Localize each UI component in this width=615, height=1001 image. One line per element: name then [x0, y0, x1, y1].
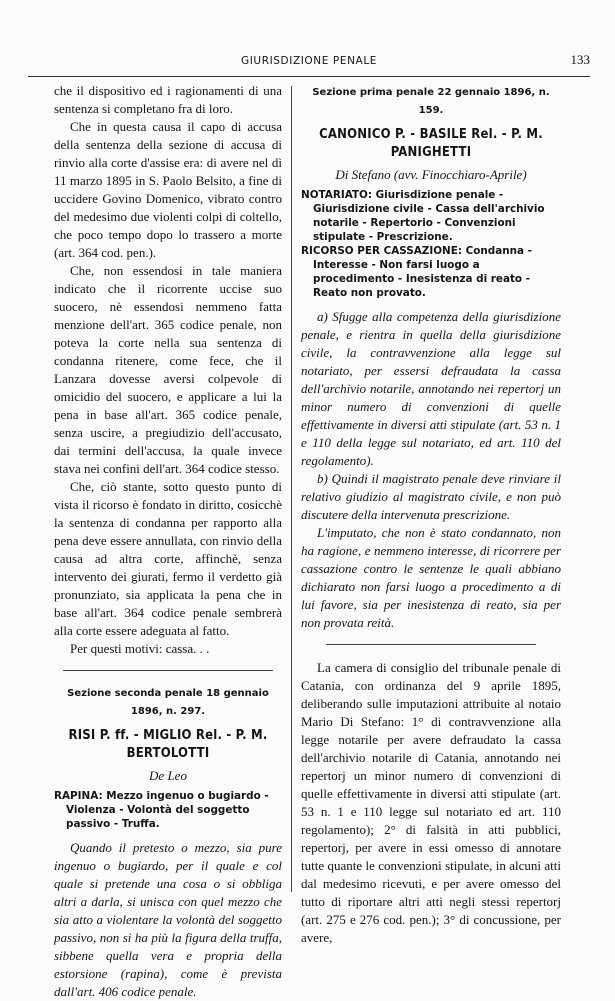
page-header — [28, 50, 590, 77]
case-keywords: RICORSO PER CASSAZIONE: Condanna - Interesse - Non farsi luogo a procedimento - Inesistenza di reato - Reato non provato. — [301, 245, 532, 299]
paragraph: Che, ciò stante, sotto questo punto di vista il ricorso è fondato in diritto, cosicchè la sentenza di condanna per rapporto alla pena deve essere annullata, con rinvio della causa ad altra corte, affinchè, senza intervento dei giurati, fermo il verdetto già pronunziato, sia applicata la pena che in base all'art. 364 codice penale sembrerà alla corte essere adeguata al fatto. — [54, 479, 282, 638]
column-divider — [291, 86, 292, 892]
case-parties: RISI P. ff. - MIGLIO Rel. - P. M. BERTOLOTTI — [68, 728, 268, 761]
case-section: Sezione seconda penale 18 gennaio 1896, n. 297. — [67, 688, 269, 717]
page-number: 133 — [570, 52, 590, 67]
paragraph: Che, non essendosi in tale maniera indicato che il ricorrente uccise suo suocero, nè essendosi nemmeno fatta menzione dell'art. 365 codice penale, non poteva la corte nella sua sentenza di condanna ritenere, come fece, che il Lanzara dovesse aversi colpevole di omicidio del suocero, e applicare a lui la pena in base all'art. 365 codice penale, senza uscire, a pregiudizio dell'accusato, dai termini dell'accusa, la quale invece stava nei confini dell'art. 364 codice stesso. — [54, 263, 282, 476]
case-keywords: NOTARIATO: Giurisdizione penale - Giurisdizione civile - Cassa dell'archivio notarile - Repertorio - Convenzioni stipulate - Prescrizione. — [301, 189, 545, 243]
paragraph: che il dispositivo ed i ragionamenti di una sentenza si completano fra di loro. — [54, 83, 282, 116]
case-maxim: Quando il pretesto o mezzo, sia pure ingenuo o bugiardo, per il quale e col quale si pretende una cosa o si obbliga altri a darla, si unisca con quel mezzo che sia atto a violentare la volontà del soggetto passivo, non si ha più la figura della truffa, sibbene quella vera e propria della estorsione (rapina), come è prevista dall'art. 406 codice penale. — [54, 840, 282, 999]
paragraph: Per questi motivi: cassa. . . — [70, 641, 210, 656]
left-column — [54, 82, 282, 1001]
running-head: GIURISDIZIONE PENALE — [240, 55, 378, 67]
case-maxim: L'imputato, che non è stato condannato, non ha ragione, e nemmeno interesse, di ricorrere per cassazione contro le sentenze le quali abbiano dichiarato non farsi luogo a procedimento a di lui favore, sia per inesistenza di reato, sia per non provata reità. — [301, 525, 561, 630]
section-rule — [326, 644, 536, 645]
section-rule — [63, 670, 273, 671]
case-maxim: b) Quindi il magistrato penale deve rinviare il relativo giudizio al magistrato civile, e non può discutere della intervenuta prescrizione. — [301, 471, 561, 522]
paragraph: Che in questa causa il capo di accusa della sentenza della sezione di accusa di rinvio alla corte d'assise era: di avere nel dì 11 marzo 1895 in S. Paolo Belsito, a fine di uccidere Govino Domenico, vibrato contro del medesimo due violenti colpi di coltello, che poco tempo dopo lo trassero a morte (art. 364 cod. pen.). — [54, 119, 282, 260]
case-defence: Di Stefano (avv. Finocchiaro-Aprile) — [335, 167, 527, 182]
case-maxim: a) Sfugge alla competenza della giurisdizione penale, e rientra in quella della giurisdizione civile, la contravvenzione alla legge sul notariato, per essersi defraudata la cassa dell'archivio notarile, annotando nei repertorj un minor numero di convenzioni di quelle effettivamente in diversi atti stipulate (art. 53 n. 1 e 110 della legge sul notariato, ed art. 110 del regolamento). — [301, 309, 561, 468]
case-parties: CANONICO P. - BASILE Rel. - P. M. PANIGHETTI — [319, 127, 543, 160]
case-defence: De Leo — [149, 768, 187, 783]
paragraph: La camera di consiglio del tribunale penale di Catania, con ordinanza del 9 aprile 1895, deliberando sulle imputazioni attribuite al notaio Mario Di Stefano: 1° di contravvenzione alla legge notarile per avere defraudato la cassa dell'archivio notarile di Catania, annotando nei repertorj un minor numero di convenzioni di quelle effettivamente in diversi atti stipulate (art. 53 n. 1 e 110 legge sul notariato ed art. 110 regolamento); 2° di falsità in atti pubblici, repertorj, per avere in essi omesso di annotare tutte quante le convenzioni stipulate, in alcuni atti dal medesimo ricevuti, e per avere omesso del tutto di riportare altri atti negli stessi repertorj (art. 275 e 276 cod. pen.); 3° di concussione, per avere, — [301, 660, 561, 945]
right-column — [301, 82, 561, 947]
case-section: Sezione prima penale 22 gennaio 1896, n. 159. — [312, 87, 550, 116]
case-keywords: RAPINA: Mezzo ingenuo o bugiardo - Violenza - Volontà del soggetto passivo - Truffa. — [54, 790, 269, 830]
